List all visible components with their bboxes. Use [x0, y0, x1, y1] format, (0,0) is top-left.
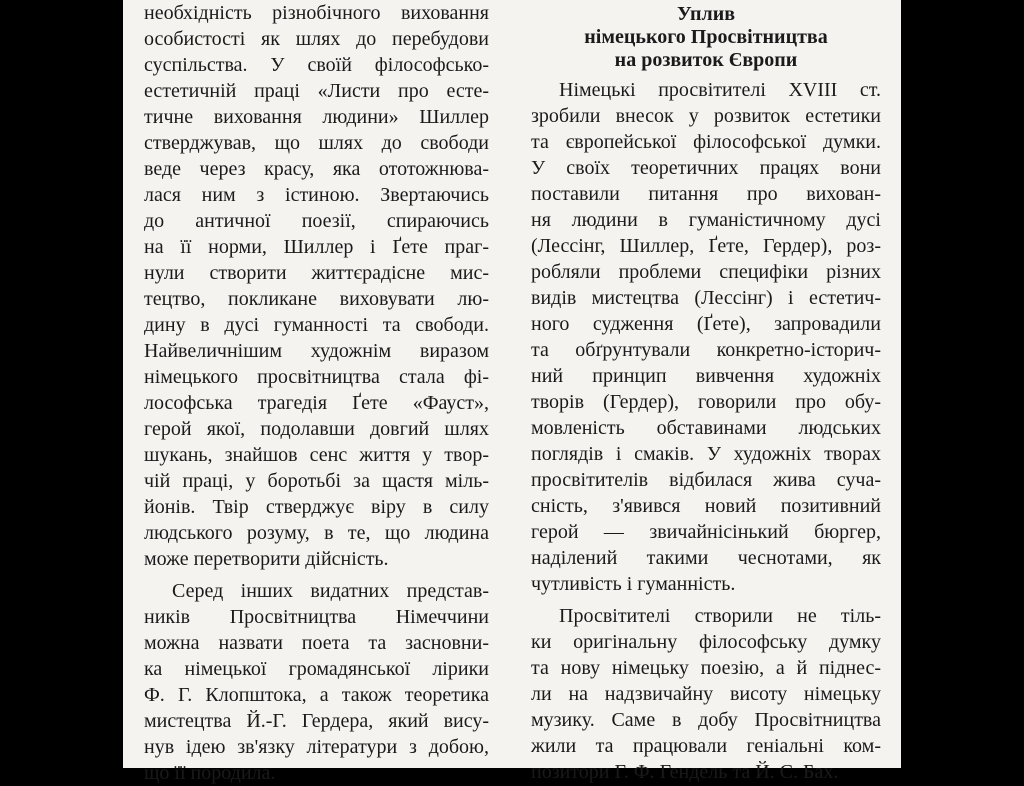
text-line: необхідність різнобічного виховання: [144, 2, 489, 24]
text-line: Серед інших видатних представ-: [172, 580, 489, 602]
text-line: лософська трагедія Ґете «Фауст»,: [144, 392, 489, 414]
heading-line-3: на розвиток Європи: [614, 49, 798, 71]
text-line: лася ним з істиною. Звертаючись: [144, 184, 489, 206]
text-line: ного судження (Ґете), запровадили: [531, 313, 881, 335]
text-line: німецького просвітництва стала фі-: [144, 366, 489, 388]
text-line: особистості як шлях до перебудови: [144, 28, 489, 50]
right-paragraph-2: [531, 603, 881, 785]
text-line: тичне виховання людини» Шиллер: [144, 106, 489, 128]
text-line: шукань, знайшов сенс життя у твор-: [144, 444, 489, 466]
text-line: ли на надзвичайну висоту німецьку: [531, 683, 881, 705]
text-line: до античної поезії, спираючись: [144, 210, 489, 232]
text-line: ки оригінальну філософську думку: [531, 631, 881, 653]
text-line: людського розуму, в те, що людина: [144, 522, 489, 544]
text-line: видів мистецтва (Лессінг) і естетич-: [531, 287, 881, 309]
text-line: творів (Гердер), говорили про обу-: [531, 391, 881, 413]
left-paragraph-1: [144, 0, 489, 572]
text-line: нув ідею зв'язку літератури з добою,: [144, 736, 489, 758]
text-line: тецтво, покликане виховувати лю-: [144, 288, 489, 310]
right-column: [531, 0, 881, 785]
document-page: [123, 0, 901, 784]
text-line: (Лессінг, Шиллер, Ґете, Гердер), роз-: [531, 235, 881, 257]
text-line: йонів. Твір стверджує віру в силу: [144, 496, 489, 518]
text-line: на її норми, Шиллер і Ґете праг-: [144, 236, 489, 258]
text-line: чій праці, у боротьбі за щастя міль-: [144, 470, 489, 492]
text-line: жили та працювали геніальні ком-: [531, 735, 881, 757]
text-line: герой — звичайнісінький бюргер,: [531, 521, 881, 543]
text-line: Ф. Г. Клопштока, а також теоретика: [144, 684, 489, 706]
text-line: та європейської філософської думки.: [531, 131, 881, 153]
text-line: поглядів і смаків. У художніх творах: [531, 443, 881, 465]
text-line: та обґрунтували конкретно-історич-: [531, 339, 881, 361]
text-line: позитори Г. Ф. Гендель та Й. С. Бах.: [531, 761, 839, 783]
text-line: чутливість і гуманність.: [531, 573, 736, 595]
section-heading: [531, 0, 881, 72]
text-line: веде через красу, яка ототожнюва-: [144, 158, 489, 180]
text-line: Просвітителі створили не тіль-: [559, 605, 881, 627]
heading-line-1: Уплив: [676, 3, 736, 25]
text-line: робляли проблеми специфіки різних: [531, 261, 881, 283]
text-line: музику. Саме в добу Просвітництва: [531, 709, 881, 731]
text-line: нули створити життєрадісне мис-: [144, 262, 489, 284]
text-line: дину в дусі гуманності та свободи.: [144, 314, 489, 336]
heading-line-2: німецького Просвітництва: [584, 26, 828, 48]
text-line: мовленість обставинами людських: [531, 417, 881, 439]
text-line: ня людини в гуманістичному дусі: [531, 209, 881, 231]
text-line: просвітителів відбилася жива суча-: [531, 469, 881, 491]
text-line: мистецтва Й.-Г. Гердера, який вису-: [144, 710, 489, 732]
text-line: що її породила.: [144, 762, 276, 784]
text-line: ників Просвітництва Німеччини: [144, 606, 489, 628]
text-line: сність, з'явився новий позитивний: [531, 495, 881, 517]
left-paragraph-2: [144, 578, 489, 786]
text-line: ний принцип вивчення художніх: [531, 365, 881, 387]
text-line: У своїх теоретичних працях вони: [531, 157, 881, 179]
text-line: може перетворити дійсність.: [144, 548, 389, 570]
text-line: Найвеличнішим художнім виразом: [144, 340, 489, 362]
text-line: наділений такими чеснотами, як: [531, 547, 881, 569]
text-line: можна назвати поета та засновни-: [144, 632, 489, 654]
right-paragraph-1: [531, 77, 881, 597]
left-column: [144, 0, 489, 786]
text-line: Німецькі просвітителі XVIII ст.: [559, 79, 881, 101]
text-line: стверджував, що шлях до свободи: [144, 132, 489, 154]
text-line: поставили питання про вихован-: [531, 183, 881, 205]
text-line: ка німецької громадянської лірики: [144, 658, 489, 680]
text-line: естетичній праці «Листи про есте-: [144, 80, 489, 102]
text-line: суспільства. У своїй філософсько-: [144, 54, 489, 76]
text-line: зробили внесок у розвиток естетики: [531, 105, 881, 127]
text-line: та нову німецьку поезію, а й піднес-: [531, 657, 881, 679]
text-line: герой якої, подолавши довгий шлях: [144, 418, 489, 440]
